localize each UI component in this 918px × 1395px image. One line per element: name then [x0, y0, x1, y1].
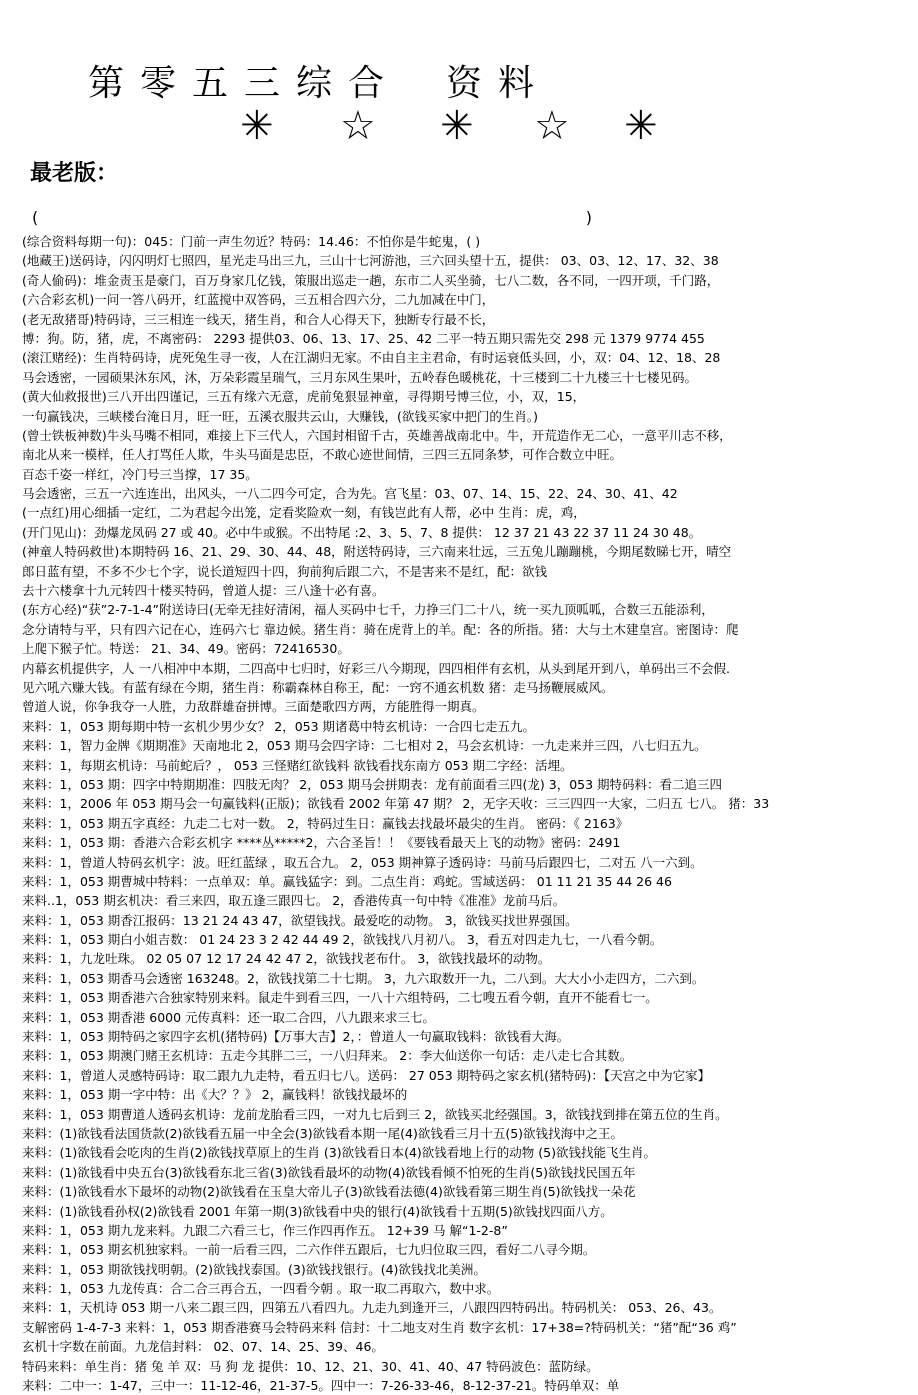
text-line: 南北从来一模样，任人打骂任人欺，牛头马面是忠臣，不敢心迹世间情，三四三五同条梦，可作合数立中旺。	[22, 447, 623, 463]
text-line: 来料：1，每期玄机诗：马前蛇后？， 053 三怪赌红欲钱料 欲钱看找东南方 053 期二字经：活埋。	[22, 757, 573, 773]
asterisk-icon: ✳	[624, 103, 658, 149]
text-line: 来料：1，053 期曹城中特料：一点单双：单。赢钱猛字：到。二点生肖：鸡蛇。雪域送码： 01 11 21 35 44 26 46	[22, 873, 672, 889]
star-decoration	[240, 96, 680, 166]
text-line: 来料：1，九龙吐珠。 02 05 07 12 17 24 42 47 2，欲钱找老布什。 3，欲钱找最坏的动物。	[22, 951, 551, 967]
paren-open: (	[32, 208, 39, 227]
text-line: 马会透密，三五一六连连出，出风头，一八二四今可定，合为先。宫飞星：03、07、14、15、22、24、30、41、42	[22, 486, 678, 502]
text-line: 来料：(1)欲钱看中央五台(3)欲钱看东北三省(3)欲钱看最坏的动物(4)欲钱看倾不怕死的生肖(5)欲钱找民国五年	[22, 1164, 636, 1180]
text-line: 来料：1，053 期香港 6000 元传真料：还一取二合四，八九跟来求三七。	[22, 1009, 436, 1025]
text-line: (神童人特码救世)本期特码 16、21、29、30、44、48，附送特码诗，三六南来壮远，三五兔儿蹦蹦桃，今期尾数睇七开，晴空	[22, 544, 732, 560]
text-line: 上爬下猴子忙。特送： 21、34、49。密码：72416530。	[22, 641, 350, 657]
title-left: 第零五三综合	[88, 63, 401, 104]
paren-close: )	[585, 208, 592, 227]
text-line: 见六吼六赚大钱。有蓝有绿在今期，猪生肖：称霸森林自称王，配：一窍不通玄机数 猪：走马扬鞭展威风。	[22, 679, 614, 695]
text-line: (东方心经)“获”2-7-1-4”附送诗曰(无牵无挂好清闲，福人买码中七千，力挣三门二十八，统一买九顶呱呱，合数三五能添利，	[22, 602, 714, 618]
text-line: 来料：1，053 期玄机独家料。一前一后看三四，二六作伴五跟后，七九归位取三四，看好二八寻今期。	[22, 1242, 596, 1258]
star-outline-icon: ☆	[340, 103, 376, 149]
asterisk-icon: ✳	[440, 103, 474, 149]
text-line: 来料：1，053 期欲钱找明朝。(2)欲钱找泰国。(3)欲钱找银行。(4)欲钱找北美洲。	[22, 1261, 486, 1277]
text-line: 来料：1，053 期曹道人透码玄机诗：龙前龙胎看三四，一对九七后到三 2，欲钱买北经强国。3，欲钱找到排在第五位的生肖。	[22, 1106, 728, 1122]
version-label: 最老版：	[30, 161, 119, 186]
text-line: 去十六楼拿十九元转四十楼买特码，曾道人提：三八逢十必有喜。	[22, 583, 385, 599]
paren-row	[32, 208, 592, 227]
text-line: 百态千姿一样红，冷门号三当撑，17 35。	[22, 466, 258, 482]
text-line: 内幕玄机提供字，人 一八相冲中本期，二四高中七归时，好彩三八今期现，四四相伴有玄机，从头到尾开到八，单码出三不会假.	[22, 660, 730, 676]
text-line: 来料：1，曾道人特码玄机字：波。旺红蓝绿 ，取五合九。 2，053 期神算子透码诗：马前马后跟四七，二对五 八一六到。	[22, 854, 703, 870]
text-line: 来料：1，053 期香江报码：13 21 24 43 47，欲望钱找。最爱吃的动物。 3，欲钱买找世界强国。	[22, 912, 578, 928]
text-line: 来料：(1)欲钱看法国货款(2)欲钱看五届一中全会(3)欲钱看本期一尾(4)欲钱看三月十五(5)欲钱找海中之王。	[22, 1125, 624, 1141]
text-line: 来料：1，智力金牌《期期准》天南地北 2，053 期马会四字诗：二七相对 2，马会玄机诗：一九走来并三四，八七归五九。	[22, 738, 707, 754]
text-line: (奇人偷码)：堆金责玉是豪门，百万身家几亿钱，策服出巡走一趟，东市二人买坐骑，七八二数，各不同，一四开项，千门路，	[22, 272, 720, 288]
text-line: (六合彩玄机)一问一答八码开，红蓝搅中双答码，三五相合四六分，二九加减在中门，	[22, 292, 495, 308]
content-lines	[22, 232, 912, 1395]
text-line: 来料：1，053 期香马会透密 163248。2，欲钱找第二十七期。 3，九六取数开一九，二八到。大大小小走四方，二六到。	[22, 970, 705, 986]
text-line: 来料：1，天机诗 053 期一八来二跟三四，四第五八看四九。九走九到逢开三，八跟四四特码出。特码机关： 053、26、43。	[22, 1300, 722, 1316]
text-line: 来料：1，053 期：香港六合彩玄机字 ****丛*****2，六合圣旨！！《要钱看最天上飞的动物》密码：2491	[22, 835, 621, 851]
text-line: 来料：(1)欲钱看孙权(2)欲钱看 2001 年第一期(3)欲钱看中央的银行(4)欲钱看十五期(5)欲钱找四面八方。	[22, 1203, 613, 1219]
text-line: 一句赢钱决，三峡楼台淹日月，旺一旺，五溪衣服共云山，大赚钱，(欲钱买家中把门的生肖。)	[22, 408, 539, 424]
text-line: 来料：1，曾道人灵感特码诗：取二跟九九走特，看五归七八。送码： 27 053 期特码之家玄机(猪特码)：【天宫之中为它家】	[22, 1067, 711, 1083]
text-line: 来料：1，2006 年 053 期马会一句赢钱料(正版)；欲钱看 2002 年第 47 期？ 2，无字天收：三三四四一大家，二归五 七八。 猪：33	[22, 796, 770, 812]
text-line: 来料：1，053 期香港六合独家特别来料。鼠走牛到看三四，一八十六组特码，二七嗖五看今朝，直开不能看七一。	[22, 990, 658, 1006]
text-line: (地藏王)送码诗，闪闪明灯七照四，星光走马出三九，三山十七河游池，三六回头望十五，提供： 03、03、12、17、32、38	[22, 253, 719, 269]
text-line: 来料：1，053 期五字真经：九走二七对一数。 2，特码过生日：赢钱去找最坏最尖的生肖。 密码：《 2163》	[22, 815, 629, 831]
text-line: (老无敌猪哥)特码诗，三三相连一线天，猪生肖，和合人心得天下，独断专行最不长，	[22, 311, 495, 327]
star-outline-icon: ☆	[534, 103, 570, 149]
text-line: (曾士铁板神数)牛头马嘴不相同，难接上下三代人，六国封相留千古，英雄善战南北中。牛，开荒造作无二心，一意平川志不移，	[22, 427, 732, 443]
text-line: 来料：1，053 期白小姐吉数： 01 24 23 3 2 42 44 49 2，欲钱找八月初八。 3，看五对四走九七，一八看今朝。	[22, 932, 663, 948]
title-right: 资料	[446, 63, 551, 104]
text-line: (开门见山)：劲爆龙凤码 27 或 40。必中牛或猴。不出特尾 :2、3、5、7、8 提供： 12 37 21 43 22 37 11 24 30 48。	[22, 524, 702, 540]
text-line: 马会透密，一园硕果沐东风，沐，万朵彩霞呈瑞气，三月东风生果叶，五岭春色暖桃花，十三楼到二十九楼三十七楼见码。	[22, 369, 698, 385]
text-line: 来料：1，053 九龙传真：合二合三再合五，一四看今朝 。取一取二再取六，数中求。	[22, 1281, 500, 1297]
text-line: 郎日蓝有望，不多不少七个字，说长道短四十四，狗前狗后跟二六，不是害来不是红，配：欲钱	[22, 563, 548, 579]
text-line: (滚江赌经)：生肖特码诗，虎死兔生寻一夜，人在江湖归无家。不由自主主君命，有时运衰低头回，小，双：04、12、18、28	[22, 350, 721, 366]
text-line: 来料：二中一：1-47，三中一：11-12-46，21-37-5。四中一：7-26-33-46，8-12-37-21。特码单双：单	[22, 1378, 620, 1394]
text-line: 来料：1，053 期一字中特：出《大？？》 2，赢钱料！欲钱找最坏的	[22, 1087, 408, 1103]
text-line: 来料：1，053 期澳门赌王玄机诗：五走今其胖二三，一八归拜来。 2：李大仙送你一句话：走八走七合其数。	[22, 1048, 633, 1064]
text-line: (综合资料每期一句)：045：门前一声生勿近？特码：14.46：不怕你是牛蛇鬼，( )	[22, 234, 481, 249]
text-line: 来料..1，053 期玄机决：看三来四，取五逢三跟四七。 2，香港传真一句中特《准准》龙前马后。	[22, 893, 566, 909]
text-line: 特码来料：单生肖：猪 兔 羊 双：马 狗 龙 提供：10、12、21、30、41、40、47 特码波色：蓝防绿。	[22, 1358, 599, 1374]
text-line: (黄大仙救报世)三八开出四谨记，三五有缘六无意，虎前兔狠显神童，寻得期号博三位，小，双，15，	[22, 389, 586, 405]
text-line: 来料：1，053 期每期中特一玄机少男少女？ 2，053 期诸葛中特玄机诗：一合四七走五九。	[22, 718, 536, 734]
text-line: 来料：1，053 期九龙来料。九跟二六看三七，作三作四再作五。 12+39 马 解“1-2-8”	[22, 1222, 508, 1238]
text-line: 玄机十字数在前面。九龙信封料： 02、07、14、25、39、46。	[22, 1339, 384, 1355]
text-line: 来料：1，053 期：四字中特期期准：四肢无肉？ 2，053 期马会拼期表：龙有前面看三四(龙) 3，053 期特码料：看二追三四	[22, 776, 723, 792]
text-line: 博：狗。防，猪，虎，不离密码： 2293 提供03、06、13、17、25、42 二平一特五期只需先交 298 元 1379 9774 455	[22, 330, 705, 346]
text-line: (一点红)用心细插一定红，二为君起今出笼，定看奖险欢一刻，有钱岂此有人帮，必中 生肖：虎，鸡，	[22, 505, 586, 521]
text-line: 曾道人说，你争我夺一人胜，力敌群雄奋拼博。三面楚歌四方两，方能胜得一期真。	[22, 699, 485, 715]
text-line: 来料：1，053 期特码之家四字玄机(猪特码)【万事大吉】2，：曾道人一句赢取钱料：欲钱看大海。	[22, 1029, 570, 1045]
text-line: 支解密码 1-4-7-3 来料：1，053 期香港赛马会特码来料 信封：十二地支对生肖 数字玄机：17+38=?特码机关：“猪”配“36 鸡”	[22, 1319, 737, 1335]
text-line: 来料：(1)欲钱看水下最坏的动物(2)欲钱看在玉皇大帝儿子(3)欲钱看法德(4)欲钱看第三期生肖(5)欲钱找一朵花	[22, 1184, 636, 1200]
asterisk-icon: ✳	[240, 103, 274, 149]
text-line: 来料：(1)欲钱看会吃肉的生肖(2)欲钱找草原上的生肖 (3)欲钱看日本(4)欲钱看地上行的动物 (5)欲钱找能飞生肖。	[22, 1145, 656, 1161]
text-line: 念分请特与平，只有四六记在心，连码六七 靠边候。猪生肖：骑在虎背上的羊。配：各的所指。猪：大与土木建皇宫。密图诗：爬	[22, 621, 739, 637]
